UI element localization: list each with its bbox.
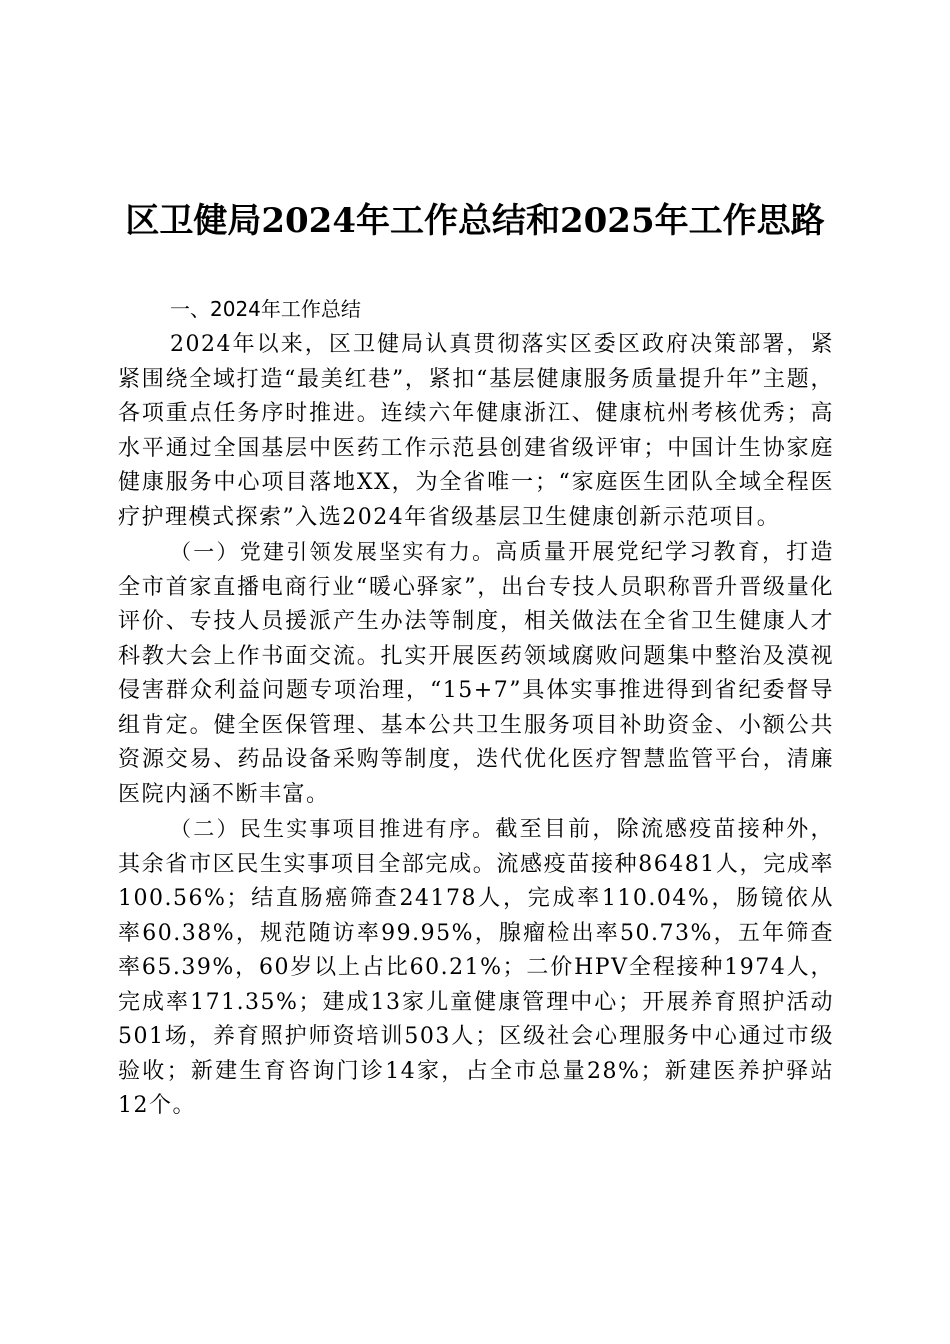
subsection-heading: （一）党建引领发展坚实有力。 <box>170 540 496 564</box>
subsection-livelihood-projects <box>118 812 834 1124</box>
document-body <box>118 290 834 1124</box>
subsection-body: 截至目前，除流感疫苗接种外，其余省市区民生实事项目全部完成。流感疫苗接种86481人，完成率100.56%；结直肠癌筛查24178人，完成率110.04%，肠镜依从率60.38%，规范随访率99.95%，腺瘤检出率50.73%，五年筛查率65.39%，60岁以上占比60.21%；二价HPV全程接种1974人，完成率171.35%；建成13家儿童健康管理中心；开展养育照护活动501场，养育照护师资培训503人；区级社会心理服务中心通过市级验收；新建生育咨询门诊14家，占全市总量28%；新建医养护驿站12个。 <box>118 817 834 1118</box>
subsection-heading: （二）民生实事项目推进有序。 <box>170 817 496 841</box>
subsection-party-building <box>118 535 834 812</box>
subsection-body: 高质量开展党纪学习教育，打造全市首家直播电商行业“暖心驿家”，出台专技人员职称晋升晋级量化评价、专技人员援派产生办法等制度，相关做法在全省卫生健康人才科教大会上作书面交流。扎实开展医药领域腐败问题集中整治及漠视侵害群众利益问题专项治理，“15+7”具体实事推进得到省纪委督导组肯定。健全医保管理、基本公共卫生服务项目补助资金、小额公共资源交易、药品设备采购等制度，迭代优化医疗智慧监管平台，清廉医院内涵不断丰富。 <box>118 540 834 807</box>
intro-paragraph: 2024年以来，区卫健局认真贯彻落实区委区政府决策部署，紧紧围绕全域打造“最美红巷”，紧扣“基层健康服务质量提升年”主题，各项重点任务序时推进。连续六年健康浙江、健康杭州考核优秀；高水平通过全国基层中医药工作示范县创建省级评审；中国计生协家庭健康服务中心项目落地XX，为全省唯一；“家庭医生团队全域全程医疗护理模式探索”入选2024年省级基层卫生健康创新示范项目。 <box>118 332 834 530</box>
document-title: 区卫健局2024年工作总结和2025年工作思路 <box>125 201 825 241</box>
section-heading: 一、2024年工作总结 <box>170 297 361 321</box>
